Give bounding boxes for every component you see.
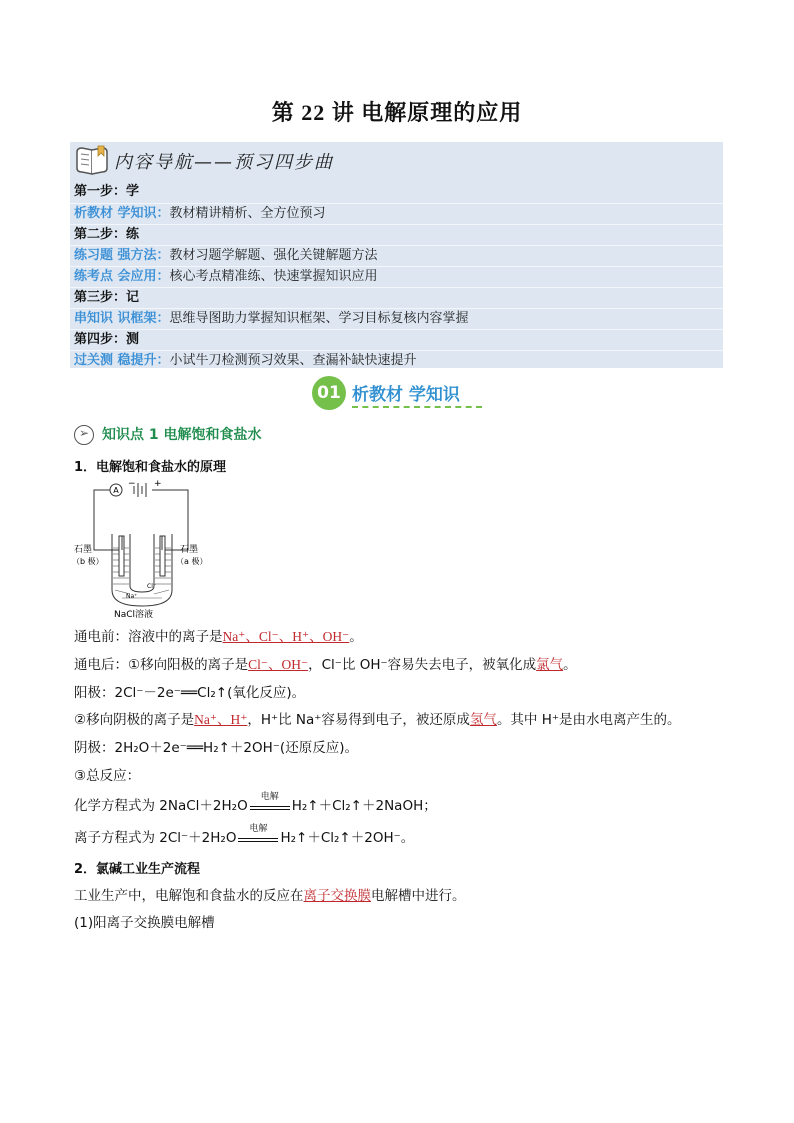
section-badge <box>312 374 484 410</box>
nav-item-key: 串知识 识框架： <box>74 311 170 326</box>
nav-item-desc: 思维导图助力掌握知识框架、学习目标复核内容掌握 <box>169 311 469 326</box>
right-electrode-sub: （a 极） <box>176 557 208 566</box>
section-label: 析教材 学知识 <box>352 385 460 405</box>
nav-header <box>70 142 723 180</box>
na-ion-label: Na⁺ <box>126 593 138 600</box>
plus-label: + <box>154 479 162 489</box>
right-electrode-label: 石墨 <box>180 545 199 555</box>
content-navigation-panel <box>70 142 723 368</box>
chemical-equation: 化学方程式为 2NaCl＋2H₂O 电解 H₂↑＋Cl₂↑＋2NaOH； <box>74 794 437 814</box>
answer-ions: Na⁺、Cl⁻、H⁺、OH⁻ <box>222 629 350 644</box>
section-underline <box>352 406 482 408</box>
left-electrode-label: 石墨 <box>74 545 93 555</box>
paragraph-before-current: 通电前：溶液中的离子是Na⁺、Cl⁻、H⁺、OH⁻。 <box>74 629 363 645</box>
solution-label: NaCl溶液 <box>114 610 154 620</box>
nav-item-key: 过关测 稳提升： <box>74 353 170 368</box>
paragraph-after-current: 通电后：①移向阳极的离子是Cl⁻、OH⁻，Cl⁻比 OH⁻容易失去电子，被氧化成氯气。 <box>74 657 577 673</box>
knowledge-point-title: 知识点 1 电解饱和食盐水 <box>102 427 262 443</box>
cathode-equation: 阴极：2H₂O＋2e⁻══H₂↑＋2OH⁻(还原反应)。 <box>74 740 358 756</box>
nav-item-row <box>70 203 723 223</box>
nav-title: 内容导航——预习四步曲 <box>114 152 334 173</box>
section-number: 01 <box>312 376 346 410</box>
subheading-principle: 1．电解饱和食盐水的原理 <box>74 460 227 475</box>
nav-item-key: 练习题 强方法： <box>74 248 170 263</box>
condition-electrolysis-2: 电解 <box>249 824 268 834</box>
nav-item-desc: 核心考点精准练、快速掌握知识应用 <box>169 269 378 284</box>
nav-step-row: 第三步：记 <box>70 287 723 307</box>
nav-item-row <box>70 308 723 328</box>
nav-item-desc: 教材精讲精析、全方位预习 <box>169 206 326 221</box>
paragraph-cathode-ions: ②移向阴极的离子是Na⁺、H⁺，H⁺比 Na⁺容易得到电子，被还原成氢气。其中 H⁺是由水电离产生的。 <box>74 712 681 728</box>
nav-item-row <box>70 245 723 265</box>
answer-anode-ions: Cl⁻、OH⁻ <box>248 657 309 672</box>
left-electrode-sub: （b 极） <box>72 557 104 566</box>
minus-label: − <box>128 479 136 489</box>
ionic-equation: 离子方程式为 2Cl⁻＋2H₂O 电解 H₂↑＋Cl₂↑＋2OH⁻。 <box>74 826 414 846</box>
anode-equation: 阳极：2Cl⁻－2e⁻══Cl₂↑(氧化反应)。 <box>74 685 306 701</box>
book-icon <box>74 144 112 178</box>
cl-ion-label: Cl⁻ <box>147 583 157 590</box>
ammeter-label: A <box>113 486 119 495</box>
nav-step-row: 第一步：学 <box>74 184 140 199</box>
condition-electrolysis: 电解 <box>260 792 279 802</box>
nav-step-row: 第二步：练 <box>70 224 723 244</box>
nav-item-desc: 教材习题学解题、强化关键解题方法 <box>169 248 378 263</box>
nav-item-row <box>70 350 723 370</box>
subsection-cation-membrane: (1)阳离子交换膜电解槽 <box>74 915 215 931</box>
arrow-right-icon: ➢ <box>74 425 94 445</box>
nav-item-desc: 小试牛刀检测预习效果、查漏补缺快速提升 <box>169 353 417 368</box>
nav-item-key: 析教材 学知识： <box>74 206 170 221</box>
nav-item-row <box>70 266 723 286</box>
page-title: 第 22 讲 电解原理的应用 <box>271 100 523 125</box>
electrolysis-diagram <box>72 478 212 620</box>
subheading-chlor-alkali: 2．氯碱工业生产流程 <box>74 862 201 877</box>
total-reaction-label: ③总反应： <box>74 768 141 784</box>
answer-hydrogen: 氢气 <box>469 712 497 728</box>
answer-chlorine: 氯气 <box>536 657 564 673</box>
nav-step-row: 第四步：测 <box>70 329 723 349</box>
answer-membrane: 离子交换膜 <box>303 888 371 904</box>
answer-cathode-ions: Na⁺、H⁺ <box>194 712 248 727</box>
nav-item-key: 练考点 会应用： <box>74 269 170 284</box>
paragraph-industry: 工业生产中，电解饱和食盐水的反应在离子交换膜电解槽中进行。 <box>74 888 466 904</box>
